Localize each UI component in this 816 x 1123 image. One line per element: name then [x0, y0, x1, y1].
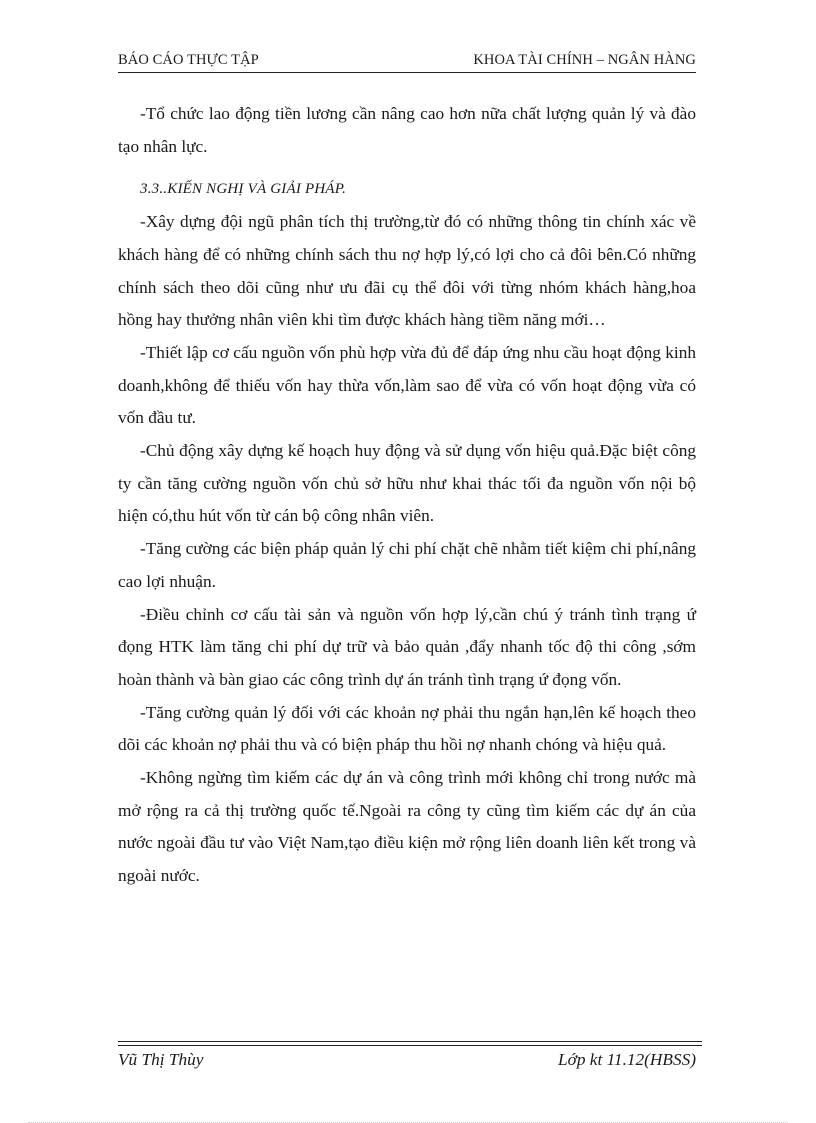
paragraph-5: -Điều chỉnh cơ cấu tài sản và nguồn vốn hợp lý,cần chú ý tránh tình trạng ứ đọng HTK làm tăng chi phí dự trữ và bảo quản ,đẩy nhanh tốc độ thi công ,sớm hoàn thành và bàn giao các công trình dự án tránh tình trạng ứ đọng vốn. — [118, 604, 696, 689]
paragraph-1: -Xây dựng đội ngũ phân tích thị trường,từ đó có những thông tin chính xác về khách hàng để có những chính sách thu nợ hợp lý,có lợi cho cả đôi bên.Có những chính sách theo dõi cũng như ưu đãi cụ thể đôi với từng nhóm khách hàng,hoa hồng hay thưởng nhân viên khi tìm được khách hàng tiềm năng mới… — [118, 212, 696, 330]
intro-paragraph: -Tổ chức lao động tiền lương cần nâng cao hơn nữa chất lượng quản lý và đào tạo nhân lực. — [118, 104, 696, 156]
header-rule — [118, 72, 696, 73]
footer-class: Lớp kt 11.12(HBSS) — [557, 1050, 696, 1069]
body-text — [118, 98, 696, 893]
footer-author: Vũ Thị Thùy — [118, 1050, 204, 1069]
paragraph-7: -Không ngừng tìm kiếm các dự án và công trình mới không chỉ trong nước mà mở rộng ra cả thị trường quốc tế.Ngoài ra công ty cũng tìm kiếm các dự án của nước ngoài đầu tư vào Việt Nam,tạo điều kiện mở rộng liên doanh liên kết trong và ngoài nước. — [118, 768, 696, 886]
paragraph-4: -Tăng cường các biện pháp quản lý chi phí chặt chẽ nhằm tiết kiệm chi phí,nâng cao lợi nhuận. — [118, 539, 696, 591]
header-faculty: KHOA TÀI CHÍNH – NGÂN HÀNG — [473, 52, 696, 68]
paragraph-2: -Thiết lập cơ cấu nguồn vốn phù hợp vừa đủ để đáp ứng nhu cầu hoạt động kinh doanh,không để thiếu vốn hay thừa vốn,làm sao để vừa có vốn hoạt động vừa có vốn đầu tư. — [118, 342, 696, 428]
footer-rule — [118, 1041, 702, 1046]
paragraph-3: -Chủ động xây dựng kế hoạch huy động và sử dụng vốn hiệu quả.Đặc biệt công ty cần tăng cường nguồn vốn chủ sở hữu như khai thác tối đa nguồn vốn nội bộ hiện có,thu hút vốn từ cán bộ công nhân viên. — [118, 441, 696, 526]
page-footer — [118, 1050, 696, 1070]
section-heading: 3.3..KIẾN NGHỊ VÀ GIẢI PHÁP. — [140, 181, 347, 198]
page-header — [118, 52, 696, 69]
header-report-title: BÁO CÁO THỰC TẬP — [118, 52, 259, 68]
paragraph-6: -Tăng cường quản lý đối với các khoản nợ phải thu ngắn hạn,lên kế hoạch theo dõi các khoản nợ phải thu và có biện pháp thu hồi nợ nhanh chóng và hiệu quả. — [118, 702, 696, 755]
